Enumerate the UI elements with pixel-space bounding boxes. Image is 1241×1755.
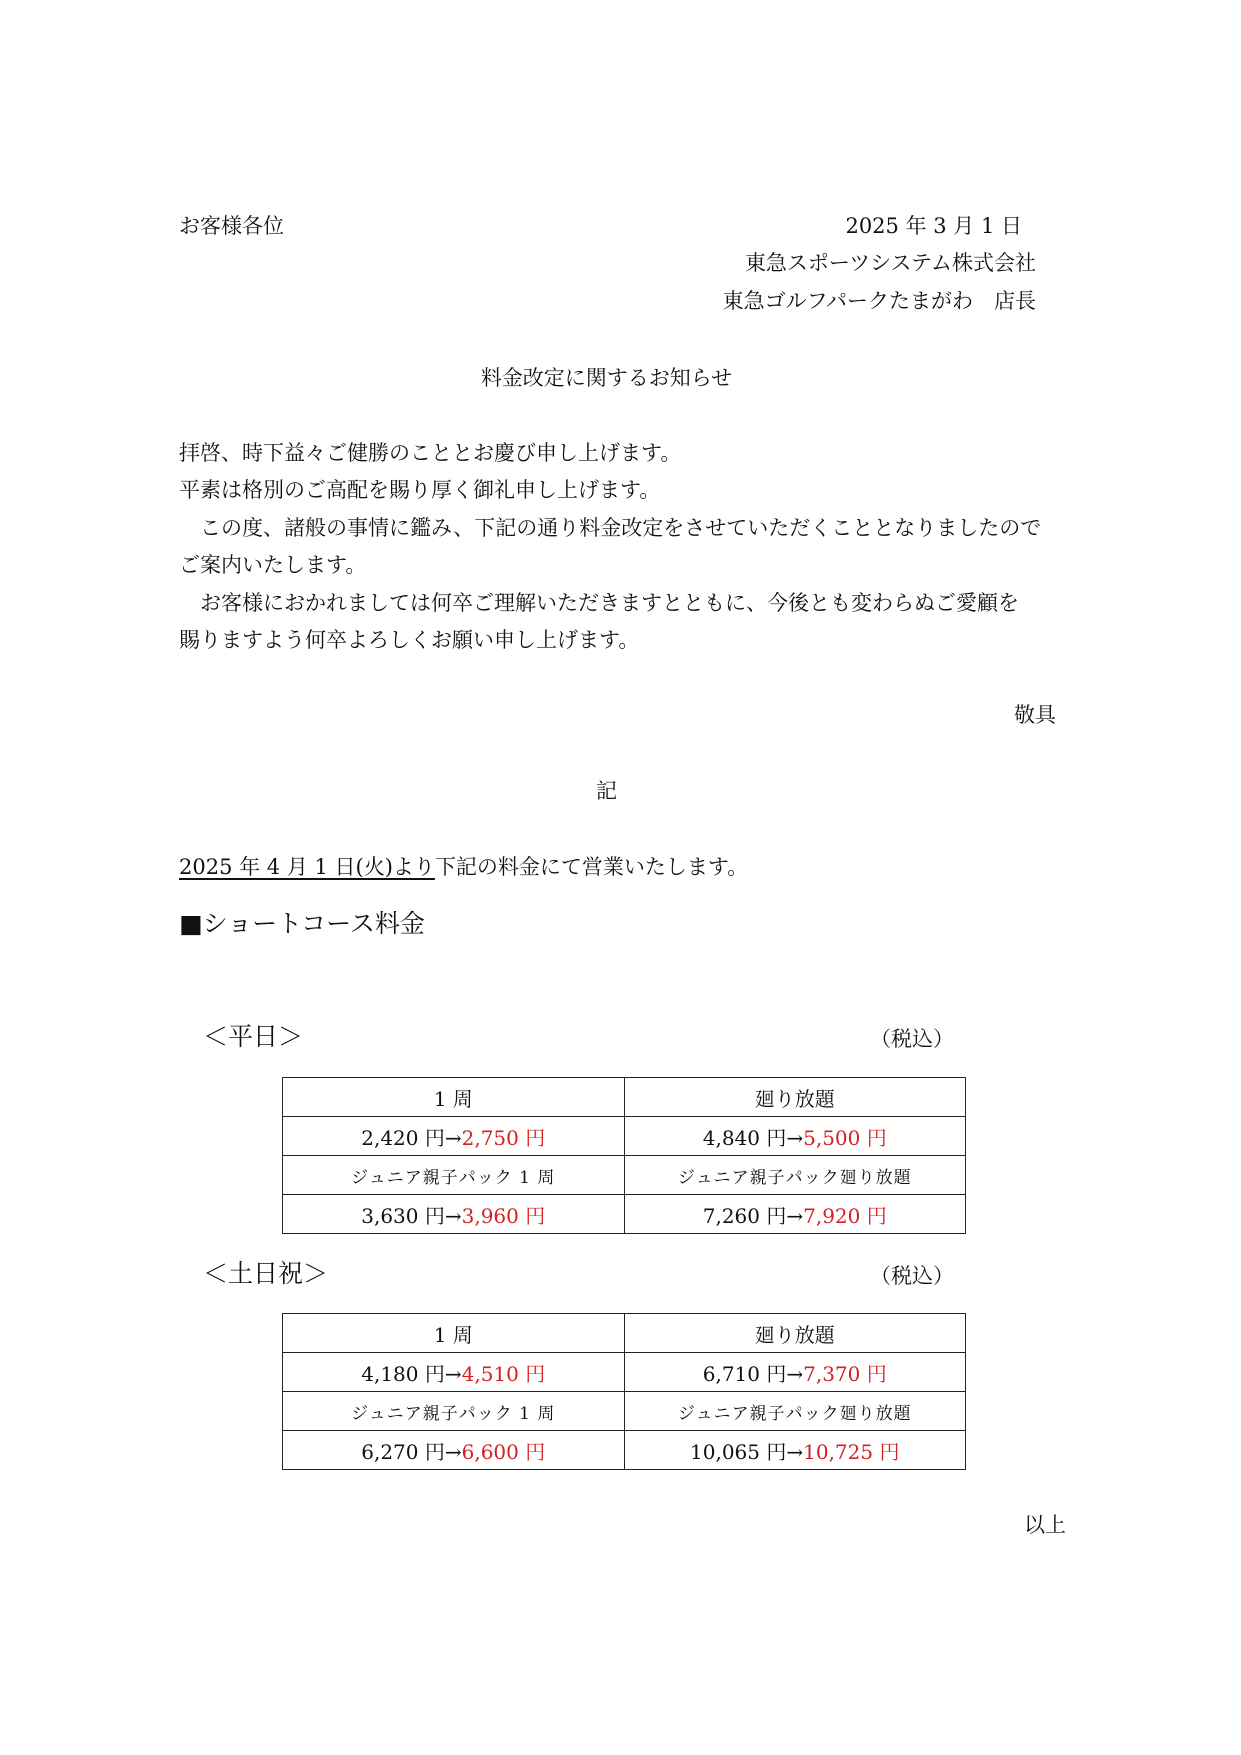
weekday-price-table <box>282 1077 966 1234</box>
table-subheader-cell: ジュニア親子パック 1 周 <box>283 1392 625 1431</box>
table-header-cell: 1 周 <box>283 1314 625 1353</box>
page-title: 料金改定に関するお知らせ <box>480 366 733 390</box>
closing-keigu: 敬具 <box>1014 703 1056 727</box>
body-line-6: 賜りますよう何卒よろしくお願い申し上げます。 <box>179 628 640 652</box>
new-price: 3,960 円 <box>461 1203 546 1228</box>
body-line-5: お客様におかれましては何卒ご理解いただきますとともに、今後とも変わらぬご愛顧を <box>179 591 1019 615</box>
body-line-3: この度、諸般の事情に鑑み、下記の通り料金改定をさせていただくこととなりましたので <box>179 516 1042 540</box>
ki-heading: 記 <box>596 779 617 803</box>
old-price: 2,420 円→ <box>361 1125 462 1150</box>
table-row <box>283 1392 966 1431</box>
holiday-label: ＜土日祝＞ <box>203 1259 329 1288</box>
old-price: 3,630 円→ <box>361 1203 462 1228</box>
effective-line <box>179 852 748 882</box>
holiday-price-table <box>282 1313 966 1470</box>
new-price: 4,510 円 <box>461 1361 546 1386</box>
price-cell <box>624 1431 966 1470</box>
old-price: 10,065 円→ <box>690 1439 804 1464</box>
weekday-label: ＜平日＞ <box>203 1022 304 1051</box>
old-price: 7,260 円→ <box>702 1203 804 1228</box>
price-cell <box>624 1195 966 1234</box>
table-row <box>283 1314 966 1353</box>
effective-date: 2025 年 4 月 1 日(火)より <box>179 855 435 879</box>
recipient: お客様各位 <box>179 214 284 238</box>
body-line-1: 拝啓、時下益々ご健勝のこととお慶び申し上げます。 <box>179 441 682 465</box>
table-subheader-cell: ジュニア親子パック廻り放題 <box>624 1392 966 1431</box>
new-price: 10,725 円 <box>803 1439 900 1464</box>
weekday-tax-note: （税込） <box>870 1027 954 1051</box>
new-price: 7,920 円 <box>803 1203 887 1228</box>
company-name: 東急スポーツシステム株式会社 <box>744 251 1036 275</box>
old-price: 6,270 円→ <box>361 1439 462 1464</box>
table-header-cell: 廻り放題 <box>624 1078 966 1117</box>
new-price: 5,500 円 <box>803 1125 887 1150</box>
price-cell <box>624 1117 966 1156</box>
new-price: 7,370 円 <box>803 1361 887 1386</box>
table-row <box>283 1078 966 1117</box>
old-price: 4,180 円→ <box>361 1361 462 1386</box>
table-subheader-cell: ジュニア親子パック 1 周 <box>283 1156 625 1195</box>
body-line-4: ご案内いたします。 <box>179 553 367 577</box>
body-line-2: 平素は格別のご高配を賜り厚く御礼申し上げます。 <box>179 478 661 502</box>
effective-text: 下記の料金にて営業いたします。 <box>434 855 749 879</box>
price-cell <box>624 1353 966 1392</box>
table-header-cell: 1 周 <box>283 1078 625 1117</box>
table-header-cell: 廻り放題 <box>624 1314 966 1353</box>
table-row <box>283 1195 966 1234</box>
price-cell <box>283 1195 625 1234</box>
holiday-tax-note: （税込） <box>870 1264 954 1288</box>
new-price: 2,750 円 <box>461 1125 546 1150</box>
table-row <box>283 1117 966 1156</box>
price-cell <box>283 1431 625 1470</box>
store-manager: 東急ゴルフパークたまがわ 店長 <box>722 289 1036 313</box>
section-title: ■ショートコース料金 <box>179 909 425 938</box>
table-row <box>283 1431 966 1470</box>
old-price: 4,840 円→ <box>702 1125 804 1150</box>
table-subheader-cell: ジュニア親子パック廻り放題 <box>624 1156 966 1195</box>
price-cell <box>283 1117 625 1156</box>
table-row <box>283 1156 966 1195</box>
price-cell <box>283 1353 625 1392</box>
table-row <box>283 1353 966 1392</box>
new-price: 6,600 円 <box>461 1439 546 1464</box>
old-price: 6,710 円→ <box>702 1361 804 1386</box>
closing-ijou: 以上 <box>1024 1513 1066 1537</box>
issue-date: 2025 年 3 月 1 日 <box>845 214 1022 238</box>
